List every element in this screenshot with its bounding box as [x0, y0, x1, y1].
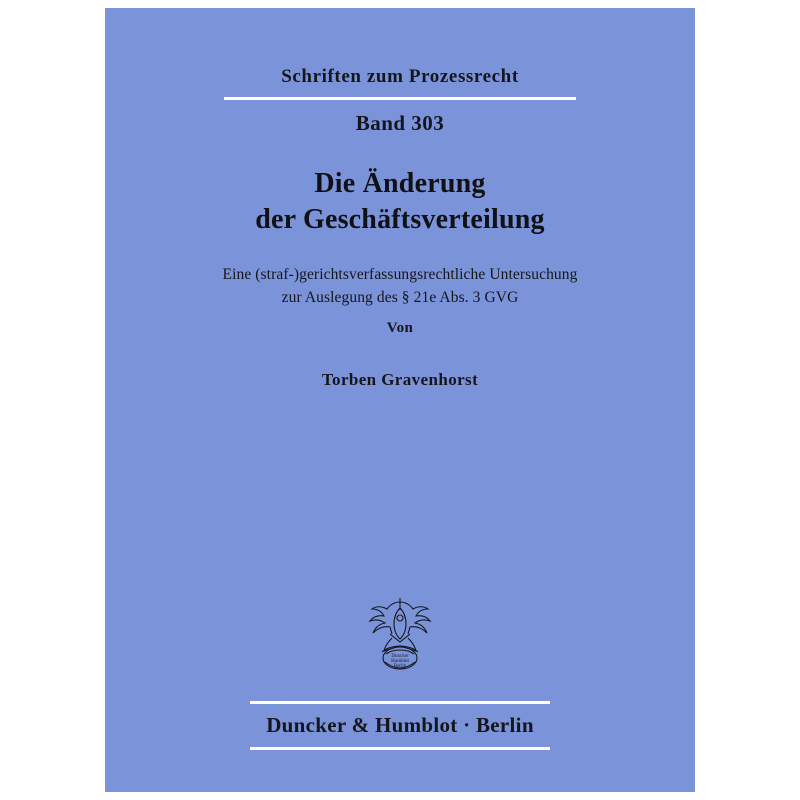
- book-subtitle: [105, 263, 695, 309]
- book-subtitle-line-1: Eine (straf-)gerichtsverfassungsrechtliche Untersuchung: [222, 266, 578, 283]
- title-block: [105, 166, 695, 309]
- svg-text:Duncker: Duncker: [391, 654, 409, 659]
- book-cover: [105, 8, 695, 792]
- series-divider: [224, 97, 576, 100]
- publisher-divider-bottom: [250, 747, 550, 750]
- svg-text:Berlin: Berlin: [393, 664, 407, 669]
- series-volume: Band 303: [355, 111, 445, 135]
- svg-text:Humblot: Humblot: [391, 659, 409, 664]
- publisher-divider-top: [250, 701, 550, 704]
- author-by-word: Von: [386, 320, 414, 336]
- publisher-name: Duncker & Humblot · Berlin: [266, 713, 534, 737]
- author-name: Torben Gravenhorst: [321, 370, 479, 389]
- author-block: [105, 320, 695, 390]
- series-block: [105, 66, 695, 136]
- publisher-eagle-logo-icon: [352, 588, 448, 684]
- book-title-line-2: der Geschäftsverteilung: [255, 204, 545, 235]
- book-subtitle-line-2: zur Auslegung des § 21e Abs. 3 GVG: [281, 289, 519, 306]
- publisher-logo-wrap: [105, 588, 695, 689]
- publisher-block: [105, 701, 695, 750]
- series-title: Schriften zum Prozessrecht: [281, 66, 519, 87]
- book-title-line-1: Die Änderung: [314, 168, 486, 199]
